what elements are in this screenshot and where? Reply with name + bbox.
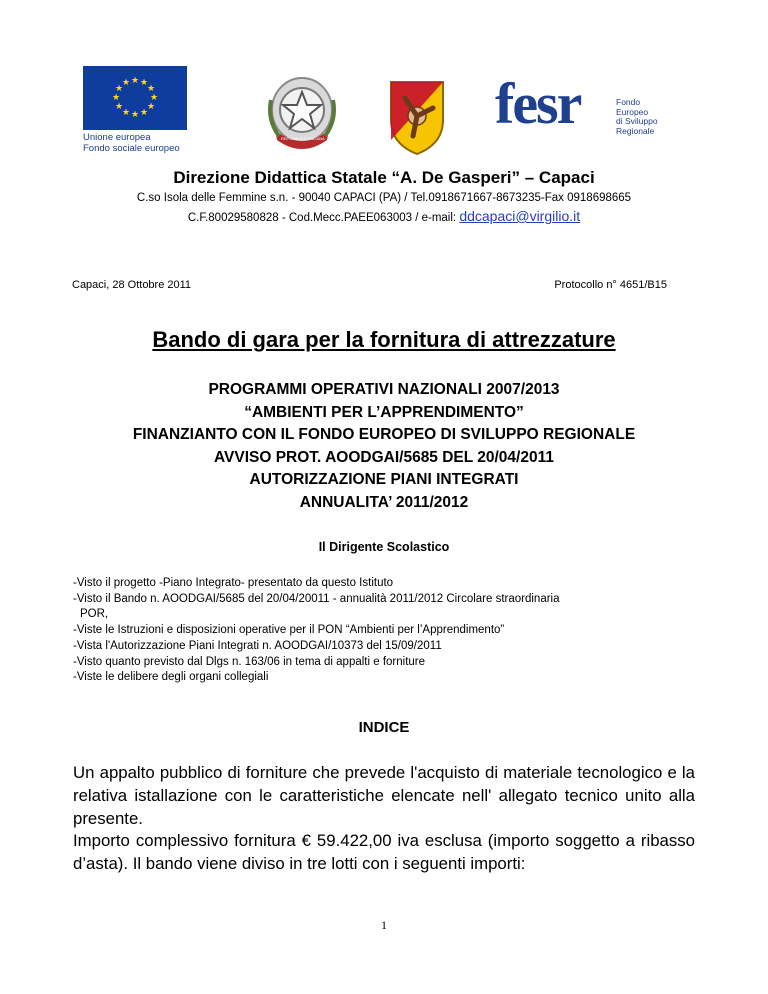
- svg-text:★: ★: [139, 108, 149, 118]
- document-date: Capaci, 28 Ottobre 2011: [72, 279, 192, 291]
- svg-text:★: ★: [149, 93, 159, 103]
- programme-heading: [0, 379, 768, 514]
- visti-item: -Viste le Istruzioni e disposizioni operative per il PON “Ambienti per l’Apprendimento”: [73, 624, 505, 637]
- visti-item: -Visto quanto previsto dal Dlgs n. 163/06 in tema di appalti e forniture: [73, 655, 426, 668]
- svg-text:★: ★: [139, 78, 149, 88]
- fesr-sub-line: di Sviluppo: [616, 116, 658, 126]
- school-address: C.so Isola delle Femmine s.n. - 90040 CAPACI (PA) / Tel.0918671667-8673235-Fax 0918698665: [136, 192, 632, 204]
- fesr-sub-line: Regionale: [616, 125, 655, 136]
- programme-line: AUTORIZZAZIONE PIANI INTEGRATI: [249, 471, 519, 488]
- svg-text:★: ★: [111, 93, 121, 103]
- svg-text:★: ★: [114, 84, 124, 94]
- svg-text:★: ★: [114, 102, 124, 112]
- eu-caption-line2: Fondo sociale europeo: [83, 143, 180, 154]
- visti-item: -Vista l'Autorizzazione Piani Integrati n. AOODGAI/10373 del 15/09/2011: [73, 639, 442, 652]
- body-text: [73, 762, 695, 876]
- dirigente-heading: Il Dirigente Scolastico: [318, 540, 450, 554]
- programme-line: AVVISO PROT. AOODGAI/5685 DEL 20/04/2011: [213, 448, 554, 466]
- visti-item: POR,: [80, 608, 109, 621]
- fesr-sub-line: Europeo: [616, 106, 649, 117]
- visti-item: -Visto il Bando n. AOODGAI/5685 del 20/04/20011 - annualità 2011/2012 Circolare straordinaria: [73, 592, 560, 605]
- page-number: 1: [381, 918, 387, 932]
- body-paragraph: Un appalto pubblico di forniture che prevede l'acquisto di materiale tecnologico e la relativa istallazione con le caratteristiche elencate nell' allegato tecnico unito alla presente.: [73, 763, 695, 828]
- svg-text:★: ★: [121, 78, 131, 88]
- body-paragraph: Importo complessivo fornitura € 59.422,00 iva esclusa (importo soggetto a ribasso d’asta). Il bando viene diviso in tre lotti con i seguenti importi:: [73, 831, 695, 874]
- indice-heading: INDICE: [358, 719, 410, 736]
- fesr-wordmark: fesr: [495, 71, 581, 136]
- programme-line: PROGRAMMI OPERATIVI NAZIONALI 2007/2013: [208, 381, 560, 398]
- svg-text:★: ★: [130, 110, 140, 120]
- codes-text: C.F.80029580828 - Cod.Mecc.PAEE063003 / e-mail:: [187, 212, 460, 224]
- visti-item: -Visto il progetto -Piano Integrato- presentato da questo Istituto: [73, 577, 394, 589]
- fesr-logo: [495, 71, 665, 158]
- svg-text:★: ★: [121, 108, 131, 118]
- email-link[interactable]: ddcapaci@virgilio.it: [459, 208, 581, 224]
- svg-text:★: ★: [146, 84, 156, 94]
- emblem-ribbon-text: REPUBBLICA ITALIANA: [281, 136, 325, 141]
- school-name-heading: Direzione Didattica Statale “A. De Gasperi” – Capaci: [173, 168, 595, 187]
- protocol-number: Protocollo n° 4651/B15: [554, 279, 667, 291]
- visti-item: -Viste le delibere degli organi collegiali: [73, 671, 269, 684]
- programme-line: “AMBIENTI PER L’APPRENDIMENTO”: [244, 403, 524, 421]
- svg-text:★: ★: [146, 102, 156, 112]
- fesr-sub-line: Fondo: [616, 97, 641, 107]
- eu-flag-icon: [83, 66, 187, 130]
- sicily-region-icon: [387, 80, 447, 156]
- visti-list: [73, 576, 713, 686]
- italian-emblem-icon: [261, 70, 343, 156]
- document-title: Bando di gara per la fornitura di attrezzature: [152, 327, 616, 352]
- svg-text:★: ★: [130, 76, 140, 86]
- school-codes-line: [0, 208, 768, 224]
- eu-logo: [83, 66, 187, 156]
- eu-caption-line1: Unione europea: [83, 132, 151, 143]
- programme-line: FINANZIANTO CON IL FONDO EUROPEO DI SVILUPPO REGIONALE: [132, 426, 636, 443]
- programme-line: ANNUALITA’ 2011/2012: [299, 493, 469, 511]
